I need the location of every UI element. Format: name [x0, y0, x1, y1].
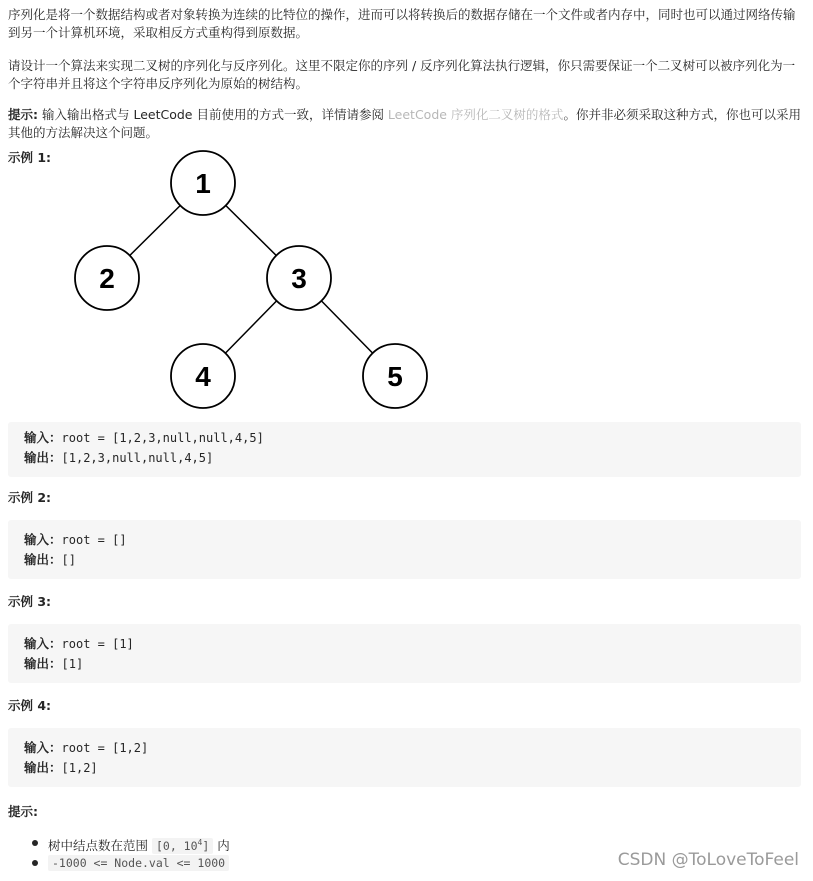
tree-node-2 — [75, 246, 139, 310]
constraint-node-count — [28, 833, 230, 853]
example-1-title: 示例 1: — [8, 150, 52, 165]
intro-paragraph-1 — [8, 6, 804, 42]
intro-paragraph-2 — [8, 57, 804, 93]
tree-node-1 — [171, 151, 235, 215]
example-2-title: 示例 2: — [8, 490, 52, 505]
tree-node-2-label: 2 — [99, 263, 115, 294]
example-4-input-line — [24, 740, 148, 756]
example-1-code-block — [8, 422, 801, 477]
constraint-1-text: 树中结点数在范围 — [48, 837, 152, 853]
binary-tree-diagram — [0, 148, 460, 413]
constraint-2-code: -1000 <= Node.val <= 1000 — [48, 855, 229, 871]
example-4-output-line — [24, 760, 98, 776]
constraint-1-suffix: 内 — [213, 837, 230, 853]
example-2-input: root = [] — [61, 533, 127, 547]
input-label: 输入： — [24, 636, 62, 651]
constraints-title: 提示: — [8, 804, 38, 819]
tip-label: 提示: — [8, 107, 38, 122]
tip-text-before: 输入输出格式与 LeetCode 目前使用的方式一致，详情请参阅 — [38, 107, 388, 122]
tree-node-3 — [267, 246, 331, 310]
tree-node-4 — [171, 344, 235, 408]
output-label: 输出： — [24, 552, 62, 567]
constraints-list — [28, 833, 230, 873]
example-3-output: [1] — [61, 657, 84, 671]
intro-p1-text: 序列化是将一个数据结构或者对象转换为连续的比特位的操作，进而可以将转换后的数据存储在一个文件或者内存中，同时也可以通过网络传输到另一个计算机环境，采取相反方式重构得到原数据。 — [8, 7, 796, 40]
input-label: 输入： — [24, 740, 62, 755]
input-label: 输入： — [24, 430, 62, 445]
example-3-code-block — [8, 624, 801, 683]
example-4-output: [1,2] — [61, 761, 98, 775]
output-label: 输出： — [24, 760, 62, 775]
example-2-output-line — [24, 552, 76, 568]
example-1-output: [1,2,3,null,null,4,5] — [61, 451, 214, 465]
intro-p2-text: 请设计一个算法来实现二叉树的序列化与反序列化。这里不限定你的序列 / 反序列化算法执行逻辑，你只需要保证一个二叉树可以被序列化为一个字符串并且将这个字符串反序列化为原始的树结构。 — [8, 58, 796, 91]
constraint-node-value — [28, 853, 230, 873]
output-label: 输出： — [24, 450, 62, 465]
csdn-watermark: CSDN @ToLoveToFeel — [617, 850, 799, 870]
example-4-input: root = [1,2] — [61, 741, 149, 755]
tip-text-after: 。你并非必须采取这种方式，你也可以采用其他的方法解决这个问题。 — [8, 107, 801, 140]
constraint-1-code-end: ] — [202, 838, 210, 853]
tree-node-5 — [363, 344, 427, 408]
constraint-1-code — [152, 838, 213, 854]
example-4-code-block — [8, 728, 801, 787]
output-label: 输出： — [24, 656, 62, 671]
example-2-input-line — [24, 532, 127, 548]
tree-node-5-label: 5 — [387, 361, 403, 392]
tip-paragraph — [8, 106, 804, 142]
example-2-output: [] — [61, 553, 76, 567]
tree-node-4-label: 4 — [195, 361, 211, 392]
constraint-1-exponent: 4 — [197, 838, 203, 847]
tree-node-1-label: 1 — [195, 168, 211, 199]
example-1-input: root = [1,2,3,null,null,4,5] — [61, 431, 264, 445]
constraint-1-code-start: [0, 10 — [155, 838, 198, 853]
example-2-code-block — [8, 520, 801, 579]
example-3-output-line — [24, 656, 83, 672]
example-1-input-line — [24, 430, 264, 446]
example-3-input-line — [24, 636, 134, 652]
input-label: 输入： — [24, 532, 62, 547]
serialization-format-link[interactable]: LeetCode 序列化二叉树的格式 — [387, 107, 564, 122]
example-3-input: root = [1] — [61, 637, 134, 651]
example-4-title: 示例 4: — [8, 698, 52, 713]
example-3-title: 示例 3: — [8, 594, 52, 609]
tree-node-3-label: 3 — [291, 263, 307, 294]
example-1-output-line — [24, 450, 213, 466]
